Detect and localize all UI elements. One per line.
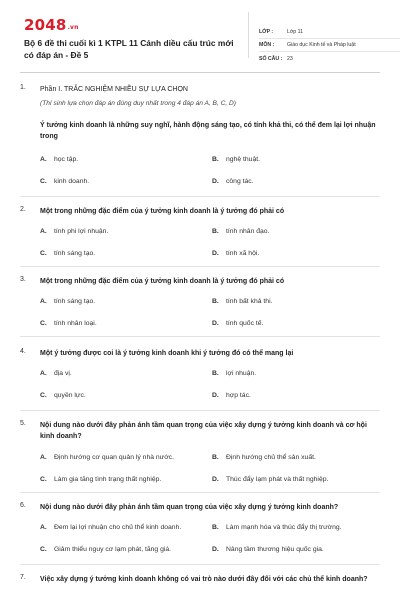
question-text: Một trong những đặc điểm của ý tưởng kinh doanh là ý tưởng đó phải có (40, 278, 285, 285)
meta-row-class (259, 26, 400, 39)
option-b[interactable]: B. tính bất khả thi. (212, 298, 273, 305)
question-text: Một trong những đặc điểm của ý tưởng kinh doanh là ý tưởng đó phải có (40, 208, 285, 215)
option-a[interactable]: A. tính sáng tạo. (40, 298, 96, 305)
meta-label: SỐ CÂU : (259, 55, 283, 62)
logo-text: 2048 (24, 16, 67, 34)
option-c[interactable]: C. tính nhân loại. (40, 320, 97, 327)
question-text: Việc xây dựng ý tưởng kinh doanh không có vai trò nào dưới đây đối với các chủ thể kinh doanh? (40, 576, 368, 583)
option-c[interactable]: C. quyền lực. (40, 392, 86, 399)
option-b[interactable]: B. Làm mạnh hóa và thúc đẩy thị trường. (212, 524, 342, 531)
option-c[interactable]: C. tính sáng tạo. (40, 250, 96, 257)
meta-row-subject (259, 39, 400, 52)
header-divider (20, 72, 380, 73)
meta-value: 23 (287, 55, 293, 62)
option-b[interactable]: B. lợi nhuận. (212, 370, 257, 377)
question-text: Nội dung nào dưới đây phản ánh tầm quan trọng của việc xây dựng ý tưởng kinh doanh? (40, 504, 339, 511)
question-number: 7. (20, 574, 26, 581)
question-separator (20, 266, 380, 267)
option-d[interactable]: D. tính quốc tế. (212, 320, 264, 327)
page-header (0, 0, 400, 66)
question-block-5 (20, 420, 380, 492)
option-d[interactable]: D. tính xã hội. (212, 250, 260, 257)
option-c[interactable]: C. kinh doanh. (40, 178, 90, 185)
option-d[interactable]: D. Nâng tầm thương hiệu quốc gia. (212, 546, 324, 553)
option-c[interactable]: C. Làm gia tăng tình trạng thất nghiệp. (40, 476, 162, 483)
option-b[interactable]: B. Định hướng chủ thể sản xuất. (212, 454, 316, 461)
option-d[interactable]: D. Thúc đẩy lạm phát và thất nghiệp. (212, 476, 329, 483)
question-number: 6. (20, 502, 26, 509)
question-text: Một ý tưởng được coi là ý tưởng kinh doanh khi ý tưởng đó có thể mang lại (40, 350, 294, 357)
section-instruction: (Thí sinh lựa chọn đáp án đúng duy nhất trong 4 đáp án A, B, C, D) (40, 100, 237, 107)
option-a[interactable]: A. địa vị. (40, 370, 72, 377)
meta-info-box (248, 12, 400, 62)
meta-label: MÔN : (259, 42, 275, 48)
meta-row-count (259, 52, 400, 65)
question-separator (20, 336, 380, 337)
question-number: 3. (20, 276, 26, 283)
option-a[interactable]: A. Định hướng cơ quan quản lý nhà nước. (40, 454, 174, 461)
option-a[interactable]: A. Đem lại lợi nhuận cho chủ thể kinh doanh. (40, 524, 182, 531)
option-a[interactable]: A. học tập. (40, 156, 79, 163)
header-left (0, 0, 248, 66)
question-separator (20, 410, 380, 411)
option-b[interactable]: B. tính nhân đạo. (212, 228, 270, 235)
question-number: 1. (20, 84, 26, 91)
question-number: 5. (20, 420, 26, 427)
section-title: Phần I. TRẮC NGHIỆM NHIỀU SỰ LỰA CHỌN (40, 86, 188, 93)
logo-suffix: .vn (67, 24, 79, 31)
question-separator (20, 492, 380, 493)
option-b[interactable]: B. nghệ thuật. (212, 156, 261, 163)
option-d[interactable]: D. công tác. (212, 178, 254, 185)
question-separator (20, 196, 380, 197)
question-separator (20, 564, 380, 565)
option-c[interactable]: C. Giảm thiểu nguy cơ lạm phát, tăng giá. (40, 546, 172, 553)
question-number: 4. (20, 348, 26, 355)
meta-label: LỚP : (259, 29, 274, 35)
question-block-3 (20, 276, 380, 336)
question-block-4 (20, 348, 380, 408)
question-block-7 (20, 574, 380, 598)
document-title: Bộ 6 đề thi cuối kì 1 KTPL 11 Cánh diều cấu trúc mới có đáp án - Đề 5 (24, 38, 234, 60)
option-a[interactable]: A. tính phi lợi nhuận. (40, 228, 109, 235)
question-block-2 (20, 206, 380, 266)
question-number: 2. (20, 206, 26, 213)
question-block-1 (20, 84, 380, 194)
question-block-6 (20, 502, 380, 562)
site-logo[interactable] (24, 16, 248, 34)
meta-value: Lớp 11 (287, 29, 303, 35)
question-text: Nội dung nào dưới đây phản ánh tầm quan trọng của việc xây dựng ý tưởng kinh doanh và cơ hội kinh doanh? (40, 422, 367, 440)
option-d[interactable]: D. hợp tác. (212, 392, 251, 399)
question-text: Ý tưởng kinh doanh là những suy nghĩ, hành động sáng tạo, có tính khả thi, có thể đem lại lợi nhuận trong (40, 122, 376, 140)
meta-value: Giáo dục Kinh tế và Pháp luật (287, 42, 356, 48)
